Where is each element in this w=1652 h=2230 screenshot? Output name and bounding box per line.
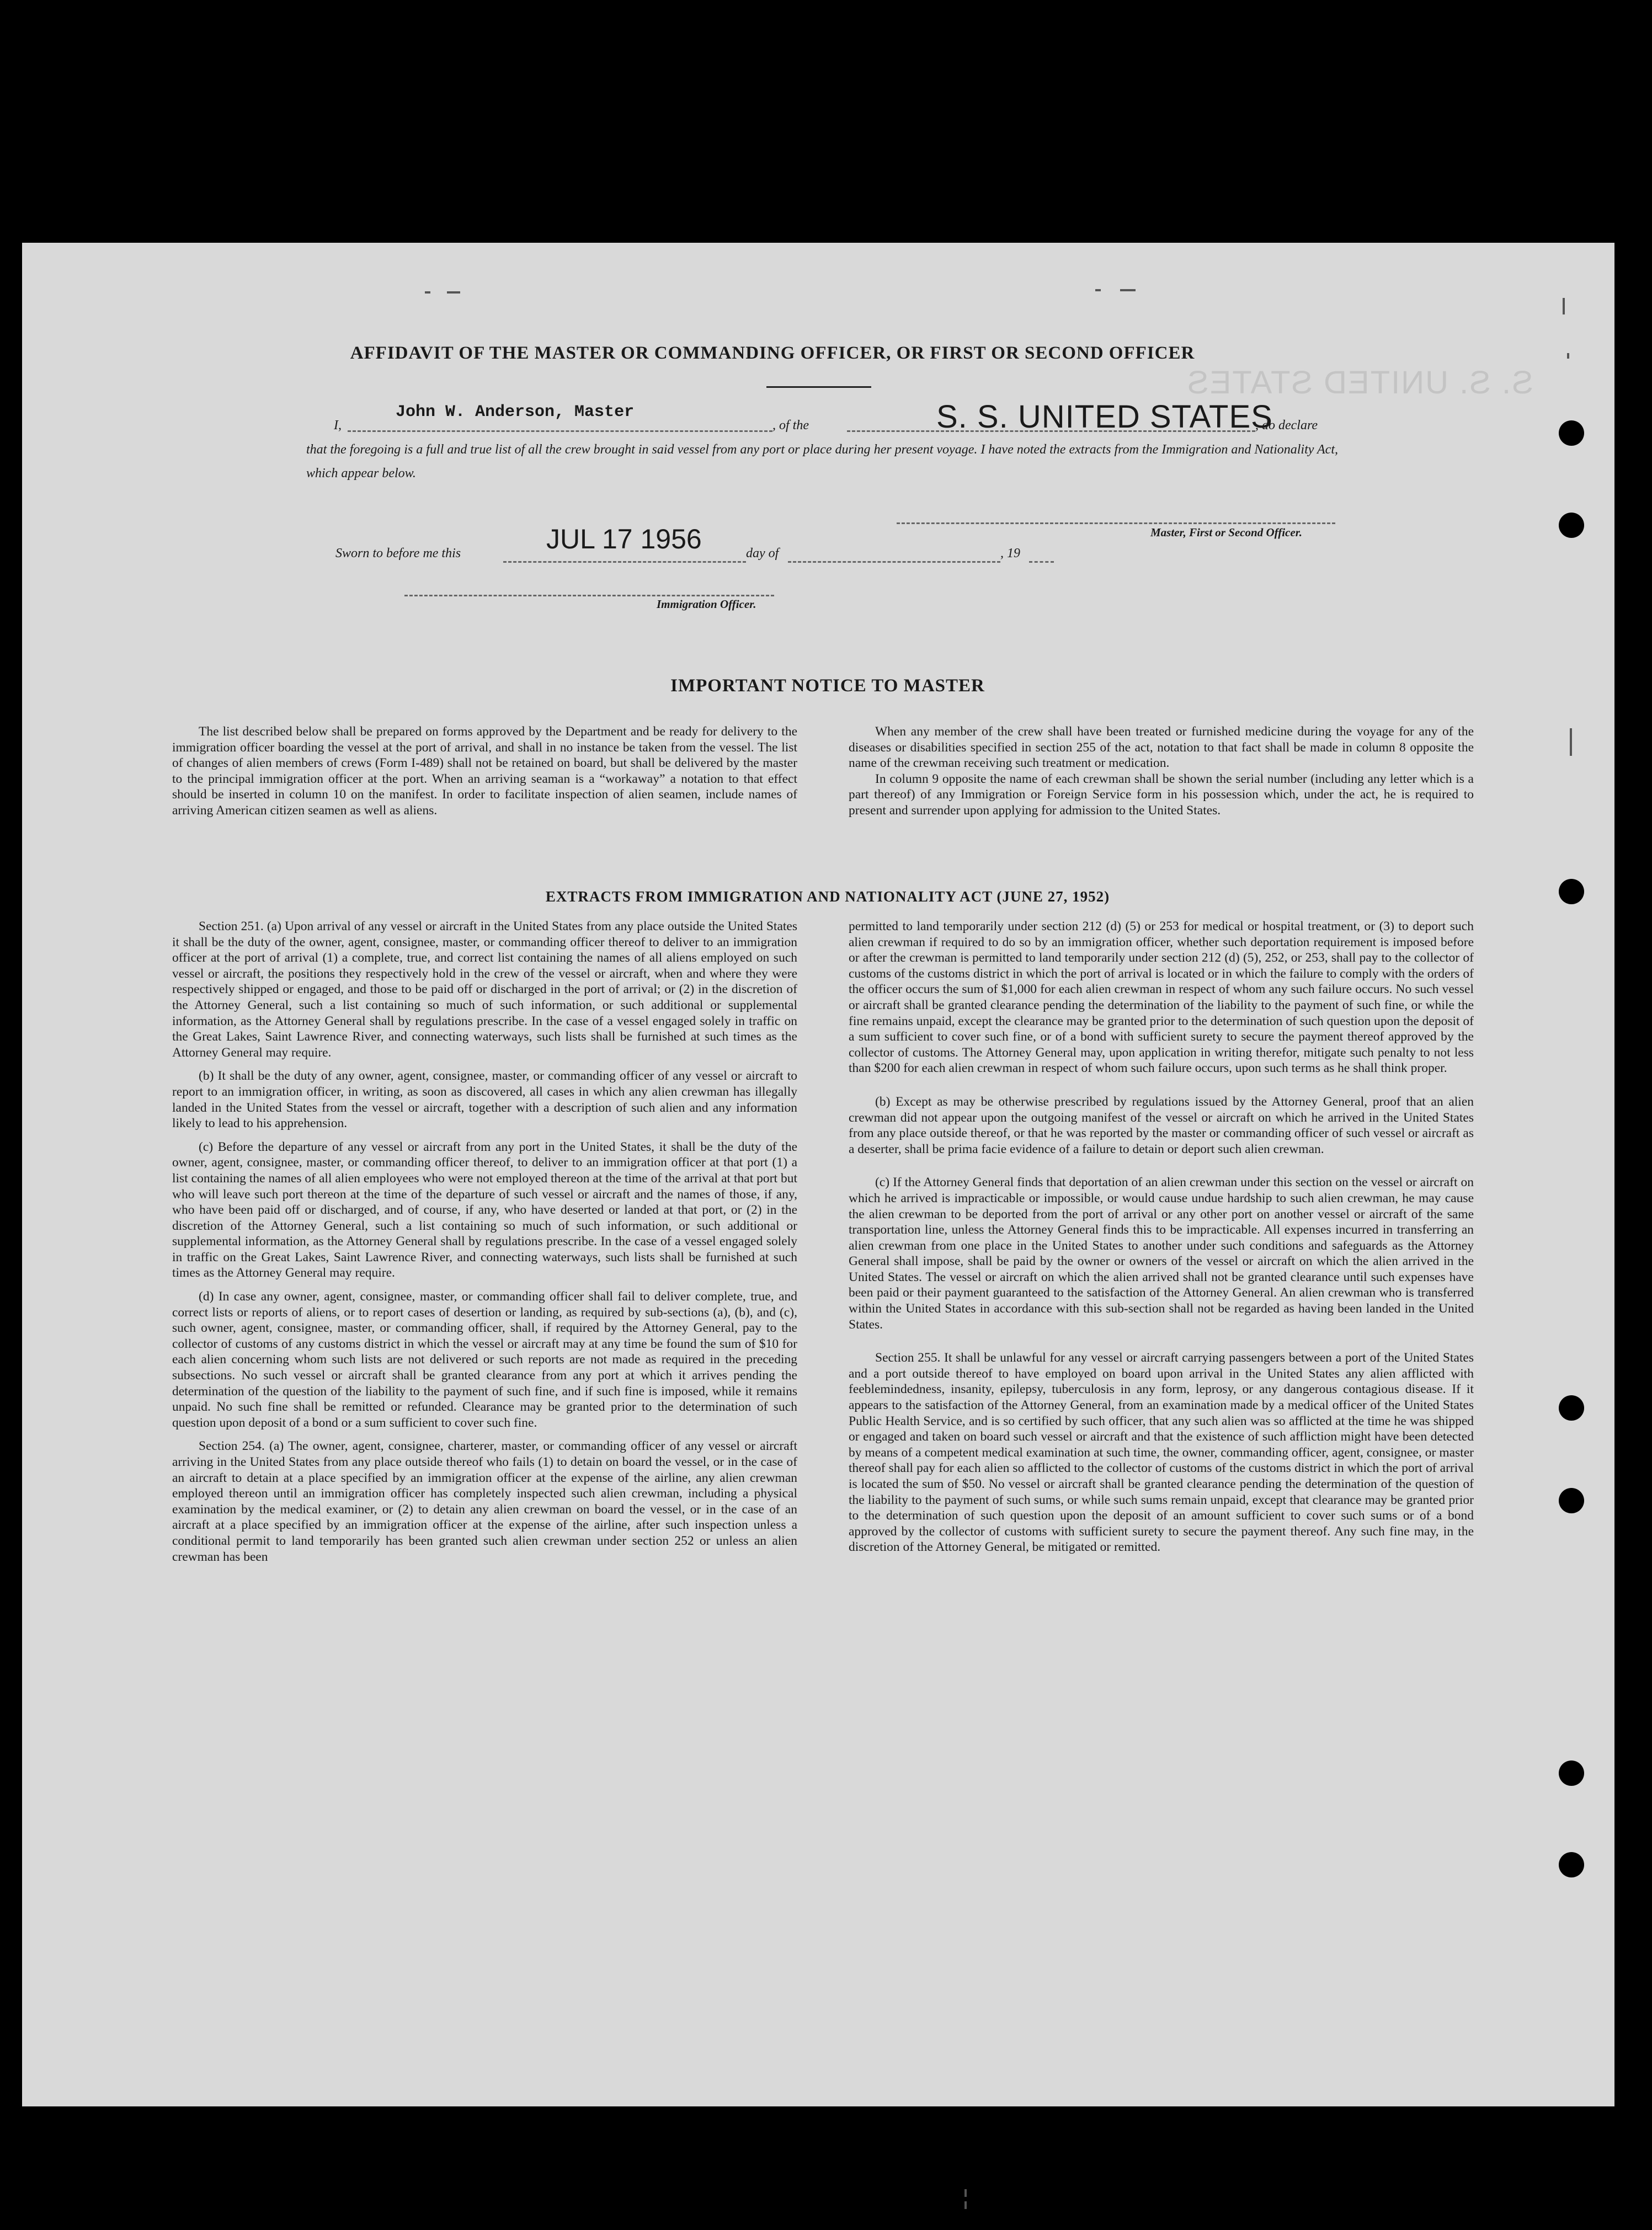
of-the-label: , of the — [772, 418, 809, 433]
binder-hole — [1559, 1395, 1584, 1421]
vessel-name: S. S. UNITED STATES — [936, 399, 1273, 435]
binder-hole — [1559, 1488, 1584, 1513]
year-label: , 19 — [1000, 546, 1020, 561]
binder-hole — [1559, 513, 1584, 538]
section-254a-cont: permitted to land temporarily under section 212 (d) (5) or 253 for medical or hospital treatment, or (3) to deport such alien crewman if required to do so by an immigration officer, whether such deportation requirement is imposed before or after the crewman is permitted to land temporarily under section 212 (d) (5), 252, or 253, shall pay to the collector of customs of the customs district in which the port of arrival is located or in which the failure to comply with the orders of the officer occurs the sum of $1,000 for each alien crewman in respect of whom any such failure occurs. No such vessel or aircraft shall be granted clearance pending the determination of the liability to the payment of such fine, or while the fine remains unpaid, except the clearance may be granted prior to the determination of such question upon the deposit of a sum sufficient to cover such fine, or of a bond with sufficient surety to secure the payment thereof approved by the collector of customs. The Attorney General may, upon application in writing therefor, mitigate such penalty to not less than $200 for each alien crewman in respect of whom such failure occurs, upon such terms as he shall think proper. — [849, 919, 1474, 1076]
binder-hole — [1559, 1760, 1584, 1786]
month-line — [788, 549, 1000, 563]
sworn-label: Sworn to before me this — [335, 546, 461, 561]
officer-signature-line — [404, 589, 774, 596]
section-251a: Section 251. (a) Upon arrival of any vessel or aircraft in the United States from any place outside the United States it shall be the duty of the owner, agent, consignee, master, or commanding officer thereof to deliver to an immigration officer at the port of arrival (1) a complete, true, and correct list containing the names of all aliens employed on such vessel or aircraft, the positions they respectively hold in the crew of the vessel or aircraft, when and where they were respectively shipped or engaged, and those to be paid off or discharged in the port of arrival; or (2) in the discretion of the Attorney General, such a list containing so much of such information, or such additional or supplemental information, as the Attorney General shall by regulations prescribe. In the case of a vessel engaged solely in traffic on the Great Lakes, Saint Lawrence River, and connecting waterways, such lists shall be furnished at such times as the Attorney General may require. — [172, 919, 797, 1060]
master-signature-line — [897, 516, 1335, 524]
notice-right-paragraph: When any member of the crew shall have been treated or furnished medicine during the voyage for any of the diseases or disabilities specified in section 255 of the act, notation to that fact shall be made in column 8 opposite the name of the crewman receiving such treatment or medication. — [849, 724, 1474, 771]
section-254a: Section 254. (a) The owner, agent, consignee, charterer, master, or commanding officer of any vessel or aircraft arriving in the United States from any place outside thereof who fails (1) to detain on board the vessel, or in the case of an aircraft to detain at a place specified by an immigration officer at the expense of the airline, any alien crewman employed thereon until an immigration officer has completely inspected such alien crewman, including a physical examination by the medical examiner, or (2) to detain any alien crewman on board the vessel, or in the case of an aircraft at a place specified by an immigration officer at the expense of the airline, after such inspection unless a conditional permit to land temporarily has been granted such alien crewman under section 252 or unless an alien crewman has been — [172, 1439, 797, 1564]
section-251d: (d) In case any owner, agent, consignee, master, or commanding officer shall fail to deliver complete, true, and correct lists or reports of aliens, or to report cases of desertion or landing, as required by sub-sections (a), (b), and (c), such owner, agent, consignee, master, or commanding officer, shall, if required by the Attorney General, pay to the collector of customs of any customs district in which the vessel or aircraft may at any time be found the sum of $10 for each alien concerning whom such lists are not delivered or such reports are not made as required in the preceding subsections. No such vessel or aircraft shall be granted clearance from any port at which it arrives pending the determination of the question of the liability to the payment of such fine, and if such fine is imposed, while it remains unpaid. No such fine shall be remitted or refunded. Clearance may be granted prior to the determination of such question upon deposit of a bond or a sum sufficient to cover such fine. — [172, 1289, 797, 1430]
bleed-through-text: S. S. UNITED STATES — [1186, 365, 1533, 401]
do-declare-label: , do declare — [1255, 418, 1318, 433]
section-254b: (b) Except as may be otherwise prescribed by regulations issued by the Attorney General, proof that an alien crewman did not appear upon the outgoing manifest of the vessel or aircraft on which he arrived in the United States from any place outside thereof, or that he was reported by the master or commanding officer of such vessel or aircraft as a deserter, shall be prima facie evidence of a failure to detain or deport such alien crewman. — [849, 1094, 1474, 1156]
title-rule — [766, 386, 871, 388]
officer-signature-label: Immigration Officer. — [657, 597, 756, 611]
master-signature-label: Master, First or Second Officer. — [1150, 526, 1302, 539]
notice-left-column — [172, 724, 797, 826]
section-251b: (b) It shall be the duty of any owner, agent, consignee, master, or commanding officer of any vessel or aircraft to report to an immigration officer, in writing, as soon as discovered, all cases in which any alien crewman has illegally landed in the United States from the vessel or aircraft, together with a description of such alien and any information likely to lead to his apprehension. — [172, 1069, 797, 1131]
extracts-left-column — [172, 919, 797, 1572]
section-254c: (c) If the Attorney General finds that deportation of an alien crewman under this section on the vessel or aircraft on which he arrived is impracticable or impossible, or would cause undue hardship to such alien crewman, he may cause the alien crewman to be deported from the port of arrival or any other port on another vessel or aircraft of the same transportation line, unless the Attorney General finds this to be impracticable. All expenses incurred in transferring an alien crewman from one place in the United States to another under such conditions and safeguards as the Attorney General shall impose, shall be paid by the owner or owners of the vessel or aircraft on which the alien arrived in the United States. The vessel or aircraft on which the alien arrived shall not be granted clearance until such expenses have been paid or their payment guaranteed to the satisfaction of the Attorney General. An alien crewman who is transferred within the United States in accordance with this sub-section shall not be regarded as having been landed in the United States. — [849, 1175, 1474, 1332]
i-label: I, — [334, 418, 342, 433]
declarant-name: John W. Anderson, Master — [396, 403, 635, 422]
day-of-label: day of — [746, 546, 779, 561]
notice-heading: IMPORTANT NOTICE TO MASTER — [670, 676, 985, 696]
binder-hole — [1559, 1852, 1584, 1877]
notice-left-paragraph: The list described below shall be prepared on forms approved by the Department and be ready for delivery to the immigration officer boarding the vessel at the port of arrival, and shall in no instance be taken from the vessel. The list of changes of alien members of crews (Form I-489) shall not be retained on board, but shall be delivered by the master to the principal immigration officer at the port. When an arriving seaman is a “workaway” a notation to that effect should be inserted in column 10 on the manifest. In order to facilitate inspection of alien seamen, include names of arriving American citizen seamen as well as aliens. — [172, 724, 797, 818]
section-255: Section 255. It shall be unlawful for any vessel or aircraft carrying passengers between a port of the United States and a port outside thereof to have employed on board upon arrival in the United States any alien afflicted with feeblemindedness, insanity, epilepsy, tuberculosis in any form, leprosy, or any dangerous contagious disease. If it appears to the satisfaction of the Attorney General, from an examination made by a medical officer of the United States Public Health Service, and is so certified by such officer, that any such alien was so afflicted at the time he was shipped or engaged and taken on board such vessel or aircraft and that the existence of such affliction might have been detected by means of a competent medical examination at such time, the owner, commanding officer, agent, consignee, or master thereof shall pay for each alien so afflicted to the collector of customs of the customs district in which the port of arrival is located the sum of $50. No vessel or aircraft shall be granted clearance pending the determination of the question of the liability to the payment of such sums, or while such sums remain unpaid, except that clearance may be granted prior to the determination of such question upon the deposit of an amount sufficient to cover such sums or of a bond approved by the collector of customs with sufficient surety to secure the payment thereof. Any such fine may, in the discretion of the Attorney General, be mitigated or remitted. — [849, 1351, 1474, 1555]
affidavit-title: AFFIDAVIT OF THE MASTER OR COMMANDING OFFICER, OR FIRST OR SECOND OFFICER — [350, 343, 1195, 363]
extracts-right-column — [849, 919, 1474, 1563]
year-line — [1029, 549, 1054, 563]
section-251c: (c) Before the departure of any vessel or aircraft from any port in the United States, it shall be the duty of the owner, agent, consignee, master, or commanding officer thereof, to deliver to an immigration officer at that port (1) a list containing the names of all alien employees who were not employed thereon at the time of the arrival at that port but who will leave such port thereon at the time of the departure of such vessel or aircraft and the names of those, if any, who have been paid off or discharged, and of course, if any, who have deserted or landed at that port, or (2) in the discretion of the Attorney General, such a list containing so much of such information, or such additional or supplemental information, as the Attorney General shall by regulations prescribe. In the case of a vessel engaged solely in traffic on the Great Lakes, Saint Lawrence River, and connecting waterways, such lists shall be furnished at such times as the Attorney General may require. — [172, 1139, 797, 1281]
extracts-heading: EXTRACTS FROM IMMIGRATION AND NATIONALITY ACT (JUNE 27, 1952) — [545, 888, 1110, 905]
binder-hole — [1559, 879, 1584, 904]
notice-right-column — [849, 724, 1474, 826]
date-stamp: JUL 17 1956 — [546, 524, 702, 554]
notice-right-paragraph: In column 9 opposite the name of each crewman shall be shown the serial number (including any letter which is a part thereof) of any Immigration or Foreign Service form in his possession which, under the act, he is required to present and surrender upon applying for admission to the United States. — [849, 771, 1474, 818]
binder-hole — [1559, 420, 1584, 446]
declaration-text: that the foregoing is a full and true list of all the crew brought in said vessel from any port or place during her present voyage. I have noted the extracts from the Immigration and Nationality Act, which appear below. — [306, 442, 1338, 481]
